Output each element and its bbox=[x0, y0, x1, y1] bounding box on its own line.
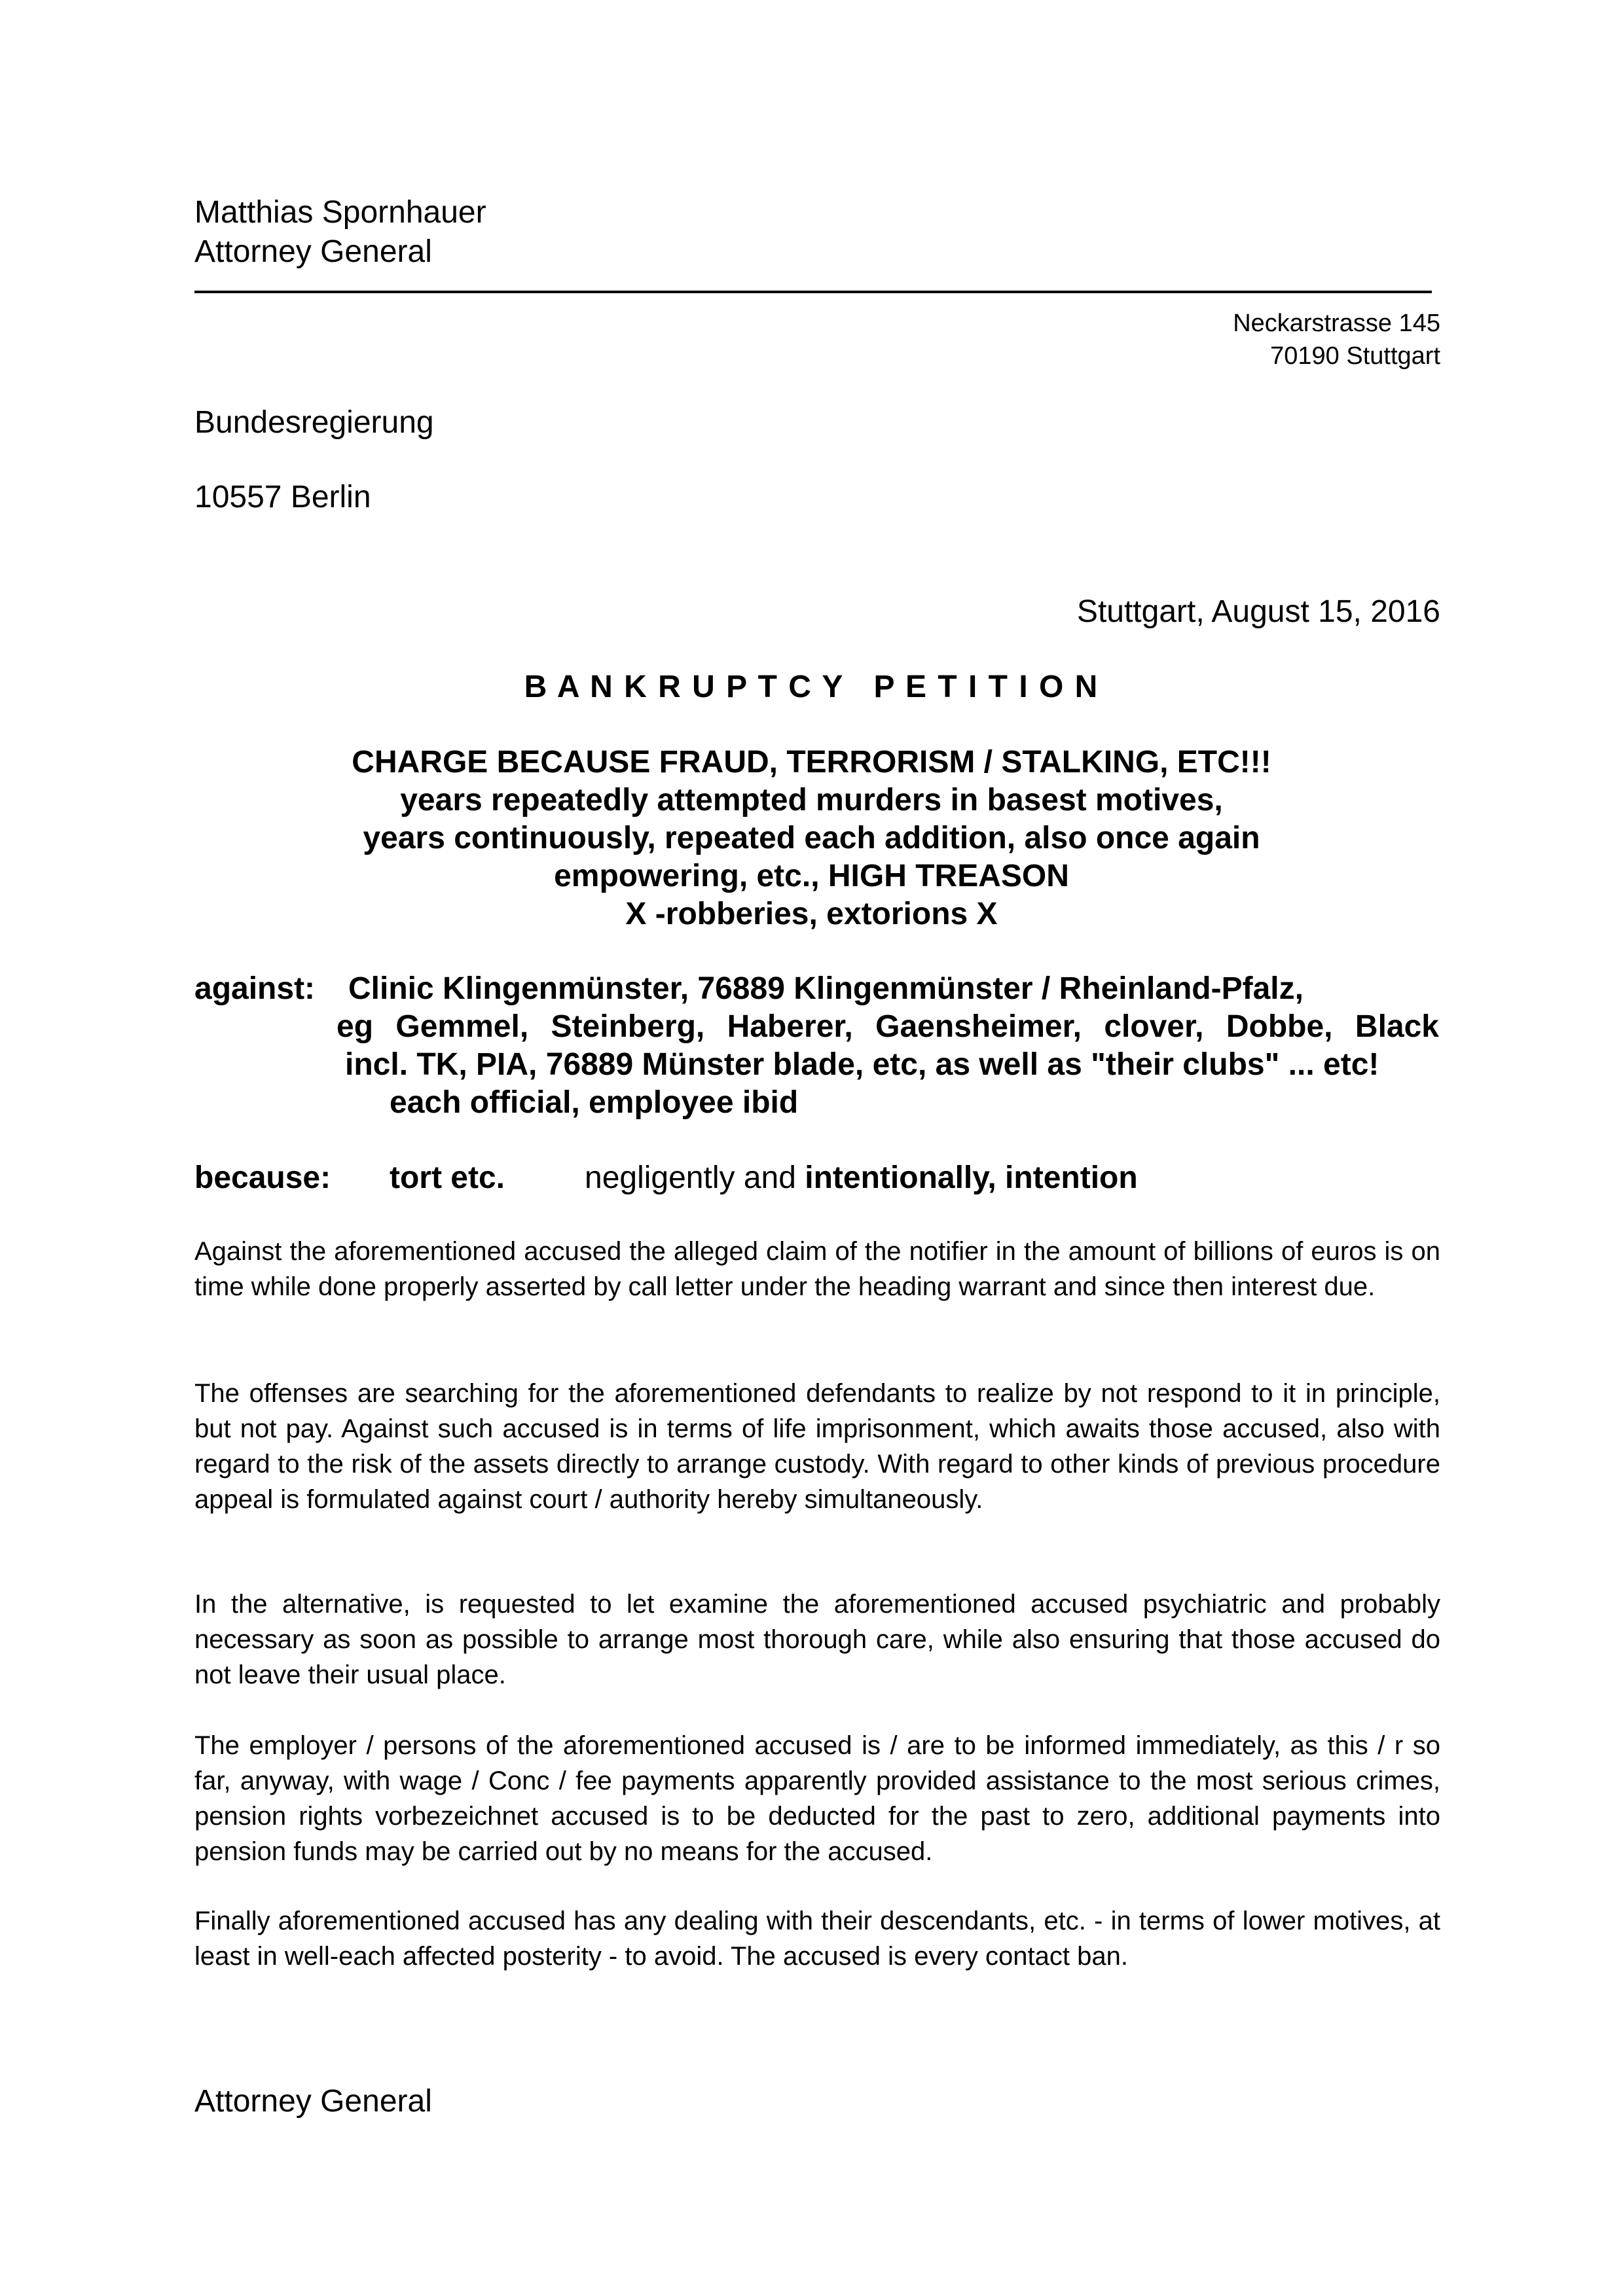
sender-title: Attorney General bbox=[194, 234, 432, 269]
recipient-name: Bundesregierung bbox=[194, 405, 434, 440]
body-paragraph: Finally aforementioned accused has any dealing with their descendants, etc. - in terms of lower motives, at least in well-each affected posterity - to avoid. The accused is every contact ban. bbox=[194, 1907, 1440, 1971]
against-label: against: bbox=[194, 971, 316, 1006]
because-label: because: bbox=[194, 1160, 331, 1195]
charge-line: X -robberies, extorions X bbox=[625, 897, 998, 931]
sender-city: 70190 Stuttgart bbox=[1270, 342, 1440, 370]
against-line: each official, employee ibid bbox=[390, 1085, 799, 1120]
body-paragraph: In the alternative, is requested to let examine the aforementioned accused psychiatric and probably necessary as soon as possible to arrange most thorough care, while also ensuring that those accused do not leave their usual place. bbox=[194, 1590, 1440, 1689]
recipient-city: 10557 Berlin bbox=[194, 480, 371, 514]
against-line: incl. TK, PIA, 76889 Münster blade, etc, as well as "their clubs" ... etc! bbox=[345, 1047, 1379, 1082]
because-reason: tort etc. bbox=[390, 1160, 505, 1195]
sender-street: Neckarstrasse 145 bbox=[1233, 310, 1440, 337]
because-mode-bold: intentionally, intention bbox=[805, 1160, 1138, 1195]
charge-line: CHARGE BECAUSE FRAUD, TERRORISM / STALKING, ETC!!! bbox=[352, 745, 1271, 780]
charge-line: empowering, etc., HIGH TREASON bbox=[554, 859, 1069, 893]
charge-line: years continuously, repeated each addition, also once again bbox=[363, 821, 1260, 855]
against-line: eg Gemmel, Steinberg, Haberer, Gaensheimer, clover, Dobbe, Black bbox=[337, 1009, 1439, 1044]
body-paragraph: Against the aforementioned accused the alleged claim of the notifier in the amount of billions of euros is on time while done properly asserted by call letter under the heading warrant and since then interest due. bbox=[194, 1237, 1440, 1301]
because-mode-plain: negligently and bbox=[585, 1160, 805, 1195]
sender-name: Matthias Spornhauer bbox=[194, 195, 486, 230]
signature: Attorney General bbox=[194, 2084, 432, 2119]
date-line: Stuttgart, August 15, 2016 bbox=[1076, 594, 1440, 629]
because-mode bbox=[585, 1159, 1138, 1197]
body-paragraph: The employer / persons of the aforementioned accused is / are to be informed immediately, as this / r so far, anyway, with wage / Conc / fee payments apparently provided assistance to the most serious crimes, pension rights vorbezeichnet accused is to be deducted for the past to zero, additional payments into pension funds may be carried out by no means for the accused. bbox=[194, 1731, 1440, 1866]
letterhead-divider bbox=[194, 291, 1432, 293]
body-paragraph: The offenses are searching for the aforementioned defendants to realize by not respond to it in principle, but not pay. Against such accused is in terms of life imprisonment, which awaits those accused, also with regard to the risk of the assets directly to arrange custody. With regard to other kinds of previous procedure appeal is formulated against court / authority hereby simultaneously. bbox=[194, 1379, 1440, 1514]
charge-line: years repeatedly attempted murders in basest motives, bbox=[400, 783, 1223, 817]
against-line: Clinic Klingenmünster, 76889 Klingenmünster / Rheinland-Pfalz, bbox=[348, 971, 1304, 1006]
document-heading: B A N K R U P T C Y P E T I T I O N bbox=[524, 670, 1099, 704]
